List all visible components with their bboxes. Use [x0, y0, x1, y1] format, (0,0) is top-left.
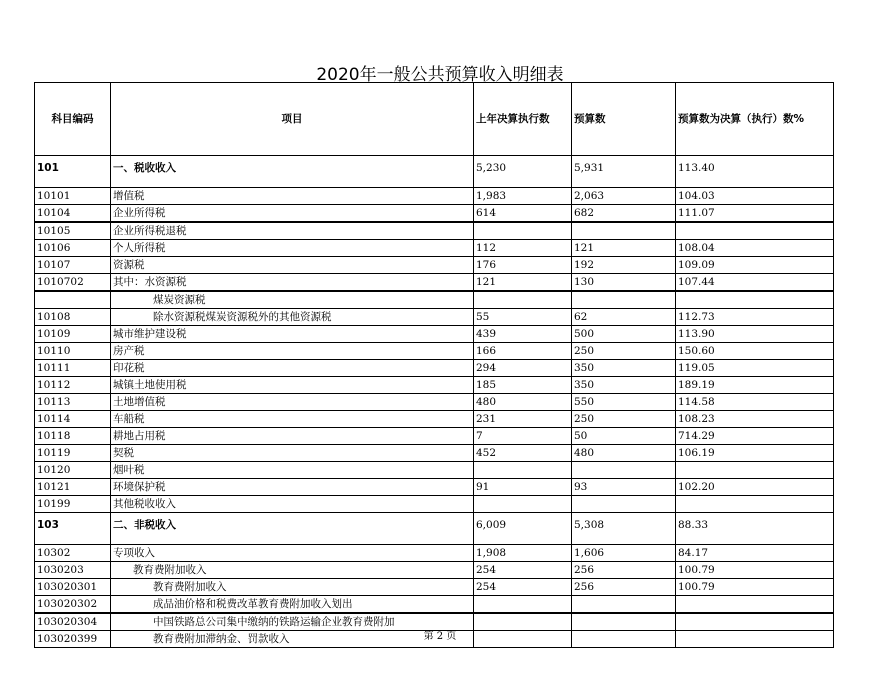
ratio-cell: 189.19	[676, 377, 834, 394]
code-cell: 10105	[35, 222, 111, 240]
ratio-cell: 107.44	[676, 274, 834, 292]
last-year-cell: 614	[474, 205, 572, 223]
code-cell: 1010702	[35, 274, 111, 292]
last-year-cell: 176	[474, 257, 572, 274]
ratio-cell	[676, 291, 834, 309]
item-cell: 烟叶税	[111, 462, 474, 479]
budget-cell: 121	[572, 240, 676, 257]
table-row	[35, 222, 834, 240]
last-year-cell: 7	[474, 428, 572, 445]
last-year-cell: 166	[474, 343, 572, 360]
table-row	[35, 513, 834, 545]
code-cell: 10104	[35, 205, 111, 223]
budget-cell: 500	[572, 326, 676, 343]
item-cell: 成品油价格和税费改革教育费附加收入划出	[111, 596, 474, 614]
item-cell: 教育费附加滞纳金、罚款收入	[111, 631, 474, 648]
code-cell: 10302	[35, 545, 111, 562]
code-cell: 10106	[35, 240, 111, 257]
code-cell: 10107	[35, 257, 111, 274]
item-cell: 契税	[111, 445, 474, 462]
ratio-cell: 109.09	[676, 257, 834, 274]
last-year-cell: 452	[474, 445, 572, 462]
ratio-cell: 112.73	[676, 309, 834, 326]
item-cell: 一、税收收入	[111, 156, 474, 188]
item-cell: 增值税	[111, 188, 474, 205]
item-cell: 其中：水资源税	[111, 274, 474, 292]
ratio-cell: 100.79	[676, 579, 834, 596]
budget-cell: 1,606	[572, 545, 676, 562]
last-year-cell: 112	[474, 240, 572, 257]
code-cell: 103020399	[35, 631, 111, 648]
last-year-cell: 91	[474, 479, 572, 496]
code-cell: 101	[35, 156, 111, 188]
page-title: 2020年一般公共预算收入明细表	[316, 65, 564, 85]
budget-cell: 550	[572, 394, 676, 411]
budget-cell	[572, 496, 676, 513]
table-row	[35, 156, 834, 188]
item-cell: 企业所得税	[111, 205, 474, 223]
table-row	[35, 411, 834, 428]
ratio-cell	[676, 596, 834, 614]
budget-cell: 250	[572, 343, 676, 360]
budget-cell: 480	[572, 445, 676, 462]
last-year-cell: 480	[474, 394, 572, 411]
table-row	[35, 462, 834, 479]
code-cell: 10119	[35, 445, 111, 462]
item-cell: 土地增值税	[111, 394, 474, 411]
last-year-cell	[474, 462, 572, 479]
code-cell: 10120	[35, 462, 111, 479]
ratio-cell: 111.07	[676, 205, 834, 223]
ratio-cell: 100.79	[676, 562, 834, 579]
ratio-cell: 119.05	[676, 360, 834, 377]
last-year-cell: 439	[474, 326, 572, 343]
last-year-cell: 55	[474, 309, 572, 326]
item-cell: 房产税	[111, 343, 474, 360]
code-cell: 103020304	[35, 613, 111, 631]
budget-cell: 192	[572, 257, 676, 274]
item-cell: 印花税	[111, 360, 474, 377]
item-cell: 城镇土地使用税	[111, 377, 474, 394]
table-row	[35, 257, 834, 274]
budget-cell: 50	[572, 428, 676, 445]
budget-cell: 350	[572, 377, 676, 394]
table-row	[35, 428, 834, 445]
table-row	[35, 326, 834, 343]
code-cell: 10199	[35, 496, 111, 513]
budget-cell	[572, 222, 676, 240]
header-item: 项目	[111, 83, 474, 156]
code-cell: 10108	[35, 309, 111, 326]
ratio-cell: 104.03	[676, 188, 834, 205]
last-year-cell	[474, 496, 572, 513]
table-row	[35, 360, 834, 377]
budget-cell: 256	[572, 579, 676, 596]
last-year-cell: 254	[474, 562, 572, 579]
last-year-cell: 231	[474, 411, 572, 428]
budget-cell: 5,308	[572, 513, 676, 545]
ratio-cell: 106.19	[676, 445, 834, 462]
last-year-cell: 1,983	[474, 188, 572, 205]
item-cell: 城市维护建设税	[111, 326, 474, 343]
item-cell: 煤炭资源税	[111, 291, 474, 309]
table-row	[35, 188, 834, 205]
table-row	[35, 596, 834, 614]
table-row	[35, 274, 834, 292]
budget-cell: 93	[572, 479, 676, 496]
budget-cell: 5,931	[572, 156, 676, 188]
item-cell: 教育费附加收入	[111, 579, 474, 596]
page-number: 第 2 页	[423, 631, 457, 642]
code-cell: 10114	[35, 411, 111, 428]
item-cell: 企业所得税退税	[111, 222, 474, 240]
last-year-cell: 1,908	[474, 545, 572, 562]
code-cell: 1030203	[35, 562, 111, 579]
ratio-cell: 714.29	[676, 428, 834, 445]
ratio-cell: 150.60	[676, 343, 834, 360]
ratio-cell	[676, 462, 834, 479]
table-row	[35, 579, 834, 596]
code-cell: 103020301	[35, 579, 111, 596]
code-cell: 10101	[35, 188, 111, 205]
table-row	[35, 343, 834, 360]
budget-cell: 2,063	[572, 188, 676, 205]
item-cell: 专项收入	[111, 545, 474, 562]
ratio-cell	[676, 222, 834, 240]
budget-cell	[572, 291, 676, 309]
header-row	[35, 83, 834, 156]
ratio-cell: 113.40	[676, 156, 834, 188]
table-row	[35, 309, 834, 326]
last-year-cell	[474, 596, 572, 614]
ratio-cell: 84.17	[676, 545, 834, 562]
code-cell	[35, 291, 111, 309]
code-cell: 103	[35, 513, 111, 545]
item-cell: 二、非税收入	[111, 513, 474, 545]
table-body	[35, 83, 834, 648]
last-year-cell: 5,230	[474, 156, 572, 188]
last-year-cell: 121	[474, 274, 572, 292]
code-cell: 10111	[35, 360, 111, 377]
ratio-cell: 102.20	[676, 479, 834, 496]
table-row	[35, 562, 834, 579]
header-budget: 预算数	[572, 83, 676, 156]
last-year-cell: 254	[474, 579, 572, 596]
budget-table	[34, 82, 834, 648]
table-row	[35, 377, 834, 394]
item-cell: 除水资源税煤炭资源税外的其他资源税	[111, 309, 474, 326]
code-cell: 103020302	[35, 596, 111, 614]
code-cell: 10118	[35, 428, 111, 445]
table-row	[35, 479, 834, 496]
item-cell: 个人所得税	[111, 240, 474, 257]
item-cell: 车船税	[111, 411, 474, 428]
budget-cell: 250	[572, 411, 676, 428]
last-year-cell: 185	[474, 377, 572, 394]
budget-cell	[572, 596, 676, 614]
budget-cell: 256	[572, 562, 676, 579]
table-row	[35, 291, 834, 309]
code-cell: 10110	[35, 343, 111, 360]
ratio-cell: 108.23	[676, 411, 834, 428]
item-cell: 其他税收收入	[111, 496, 474, 513]
code-cell: 10113	[35, 394, 111, 411]
item-cell: 耕地占用税	[111, 428, 474, 445]
code-cell: 10121	[35, 479, 111, 496]
budget-cell: 62	[572, 309, 676, 326]
last-year-cell	[474, 222, 572, 240]
item-cell: 教育费附加收入	[111, 562, 474, 579]
ratio-cell: 108.04	[676, 240, 834, 257]
last-year-cell: 294	[474, 360, 572, 377]
last-year-cell: 6,009	[474, 513, 572, 545]
table-row	[35, 394, 834, 411]
ratio-cell: 88.33	[676, 513, 834, 545]
table-row	[35, 496, 834, 513]
ratio-cell: 114.58	[676, 394, 834, 411]
item-cell: 中国铁路总公司集中缴纳的铁路运输企业教育费附加	[111, 613, 474, 631]
item-cell: 环境保护税	[111, 479, 474, 496]
budget-cell: 130	[572, 274, 676, 292]
budget-cell: 682	[572, 205, 676, 223]
table-row	[35, 545, 834, 562]
code-cell: 10112	[35, 377, 111, 394]
ratio-cell	[676, 496, 834, 513]
ratio-cell: 113.90	[676, 326, 834, 343]
header-ratio: 预算数为决算（执行）数%	[676, 83, 834, 156]
table-row	[35, 205, 834, 223]
header-last-year: 上年决算执行数	[474, 83, 572, 156]
table-row	[35, 240, 834, 257]
code-cell: 10109	[35, 326, 111, 343]
last-year-cell	[474, 291, 572, 309]
header-code: 科目编码	[35, 83, 111, 156]
item-cell: 资源税	[111, 257, 474, 274]
table-row	[35, 445, 834, 462]
budget-cell: 350	[572, 360, 676, 377]
budget-cell	[572, 462, 676, 479]
